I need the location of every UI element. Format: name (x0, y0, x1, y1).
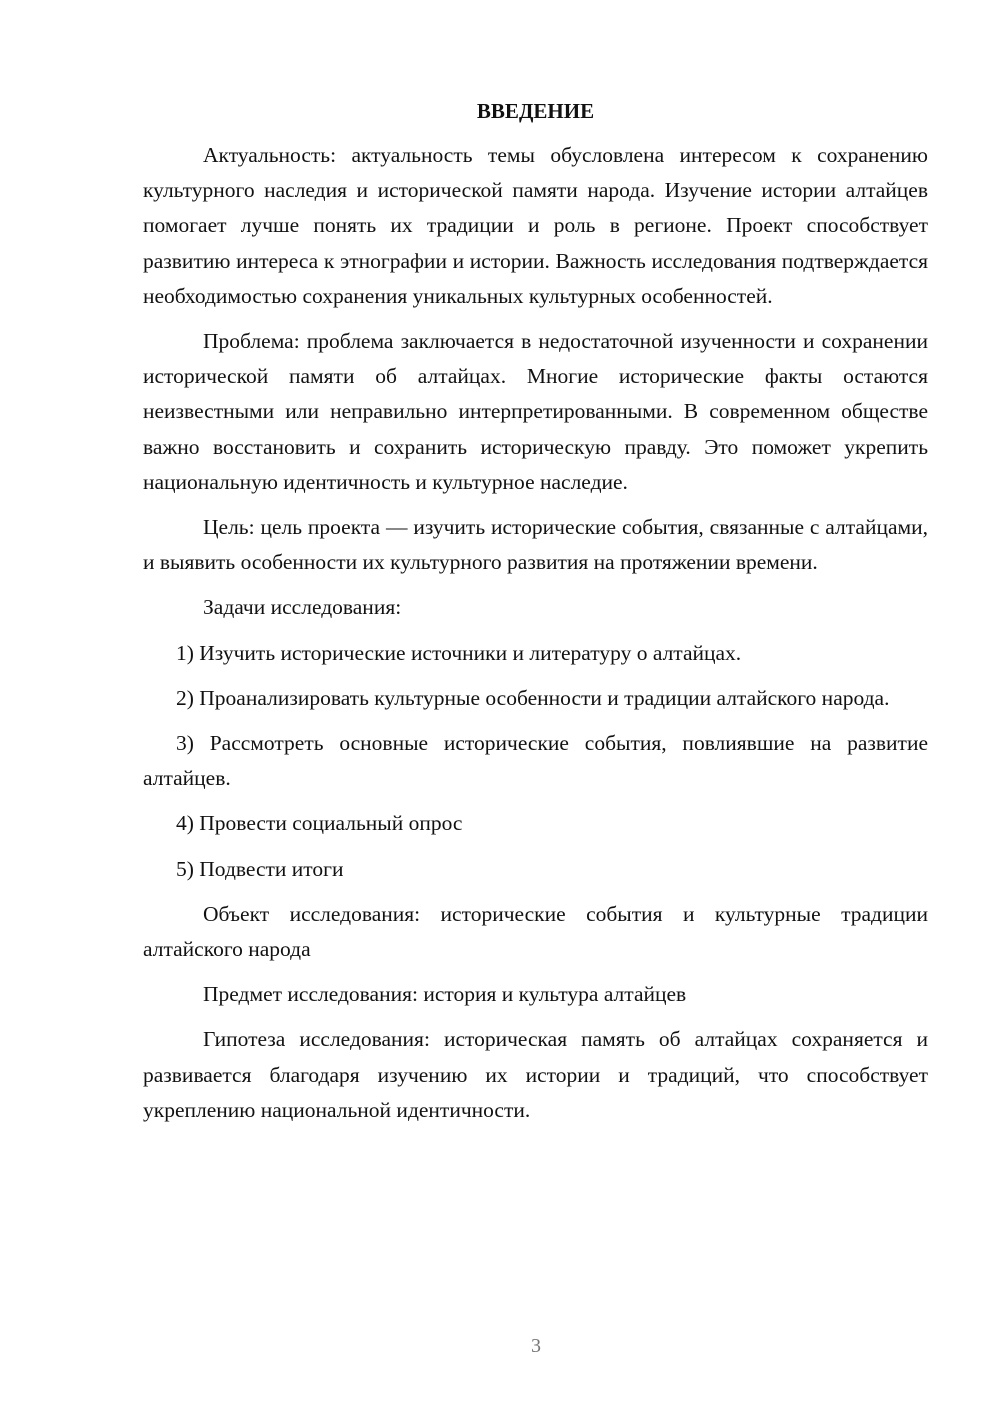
page-number: 3 (531, 1335, 541, 1357)
problem-paragraph: Проблема: проблема заключается в недостаточной изученности и сохранении исторической памяти об алтайцах. Многие исторические факты остаются неизвестными или неправильно интерпретированными. В современном обществе важно восстановить и сохранить историческую правду. Это поможет укрепить национальную идентичность и культурное наследие. (143, 329, 928, 494)
tasks-heading: Задачи исследования: (203, 595, 402, 620)
task-item-1: 1) Изучить исторические источники и литературу о алтайцах. (176, 640, 742, 665)
task-item-4: 4) Провести социальный опрос (176, 811, 463, 836)
task-item-3: 3) Рассмотреть основные исторические события, повлиявшие на развитие алтайцев. (143, 731, 928, 791)
hypothesis-paragraph: Гипотеза исследования: историческая память об алтайцах сохраняется и развивается благодаря изучению их истории и традиций, что способствует укреплению национальной идентичности. (143, 1027, 928, 1122)
document-body (143, 96, 928, 1138)
relevance-paragraph: Актуальность: актуальность темы обусловлена интересом к сохранению культурного наследия и исторической памяти народа. Изучение истории алтайцев помогает лучше понять их традиции и роль в регионе. Проект способствует развитию интереса к этнографии и истории. Важность исследования подтверждается необходимостью сохранения уникальных культурных особенностей. (143, 143, 928, 308)
goal-paragraph: Цель: цель проекта — изучить исторические события, связанные с алтайцами, и выявить особенности их культурного развития на протяжении времени. (143, 515, 928, 575)
subject-paragraph: Предмет исследования: история и культура алтайцев (203, 982, 687, 1007)
page-title: ВВЕДЕНИЕ (476, 99, 595, 123)
object-paragraph: Объект исследования: исторические события и культурные традиции алтайского народа (143, 901, 928, 962)
task-item-2: 2) Проанализировать культурные особенности и традиции алтайского народа. (176, 685, 890, 710)
task-item-5: 5) Подвести итоги (176, 856, 344, 881)
